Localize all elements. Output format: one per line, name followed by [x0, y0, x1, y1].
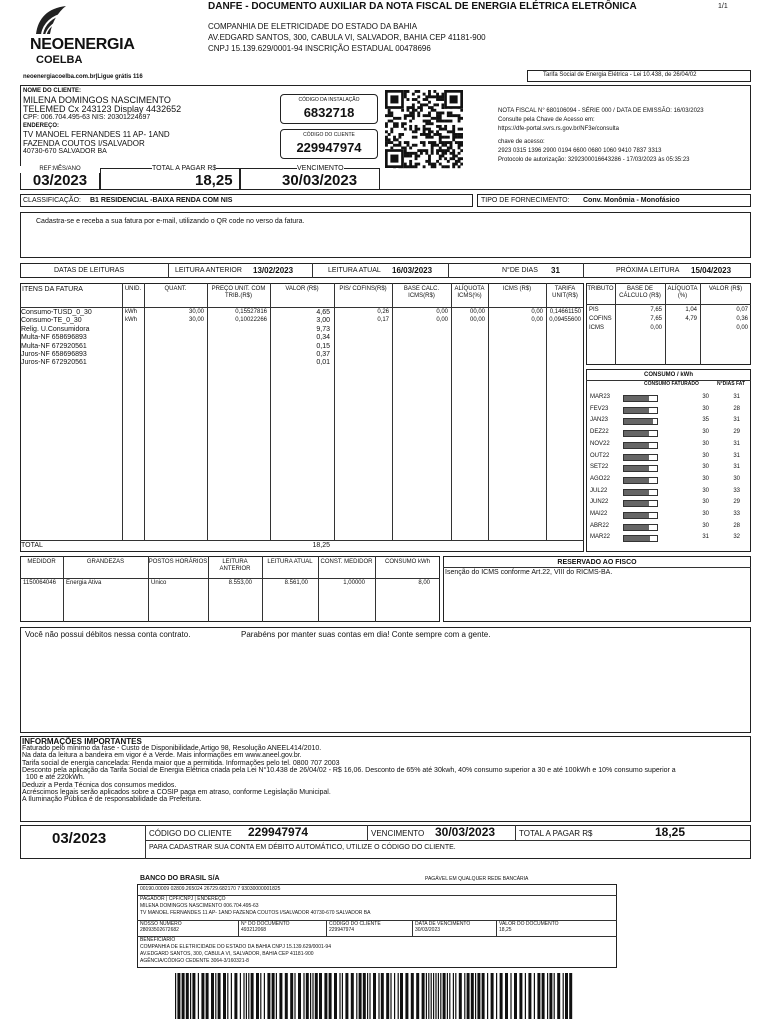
- item-cell: 0,10022266: [235, 317, 267, 324]
- boleto-line: 00190.00009 02809.265024 26729.682170 7 93030000001825: [140, 886, 281, 892]
- items-header-7: ALÍQUOTA ICMS(%): [454, 286, 485, 299]
- doc-value: 493212068: [241, 927, 267, 933]
- supply-value: Conv. Monômia - Monofásico: [583, 197, 680, 204]
- address-line-3: 40730-670 SALVADOR BA: [23, 148, 107, 155]
- total-label: TOTAL A PAGAR R$: [152, 165, 217, 172]
- item-cell: 0,34: [316, 334, 330, 342]
- consumption-days: 28: [733, 522, 740, 529]
- consumption-row: [590, 451, 748, 462]
- consumption-bar: [623, 454, 658, 461]
- payer-1: MILENA DOMINGOS NASCIMENTO 006.704.495-63: [140, 903, 259, 909]
- page-title: DANFE - DOCUMENTO AUXILIAR DA NOTA FISCAL DE ENERGIA ELÉTRICA ELETRÔNICA: [208, 1, 637, 12]
- item-cell: 0,15527816: [235, 309, 267, 315]
- consumption-row: [590, 509, 748, 520]
- consumption-row: [590, 474, 748, 485]
- consumption-col2: N°DIAS FAT: [717, 381, 746, 387]
- bank-name: BANCO DO BRASIL S/A: [140, 875, 220, 882]
- tax-cell: 0,36: [736, 316, 748, 322]
- consumption-month: MAR23: [590, 394, 611, 400]
- consumption-bar-fill: [624, 478, 649, 483]
- consumption-value: 30: [702, 405, 709, 412]
- nf-key-label: chave de acesso:: [498, 139, 545, 145]
- curr-reading: 16/03/2023: [392, 266, 433, 275]
- fisco-text: Isenção do ICMS conforme Art.22, VIII do RICMS-BA.: [445, 569, 613, 576]
- tax-cell: 7,65: [650, 316, 662, 322]
- site-link: neoenergiacoelba.com.br|Ligue grátis 116: [23, 74, 143, 80]
- nosso-value: 28093502672682: [140, 927, 179, 933]
- item-cell: 3,00: [316, 317, 330, 325]
- info-line: Desconto pela aplicação da Tarifa Social de Energia Elétrica criada pela Lei N°10.438 de 26/04/02 - R$ 16,06. Desconto de 65% até 30kwh, 40% consumo superior a 30 e até 100kWh e 10% consumo superior a: [22, 766, 676, 774]
- consumption-bar-fill: [624, 419, 653, 424]
- tax-cell: 1,04: [685, 307, 697, 313]
- item-cell: Multa-NF 672920561: [21, 342, 87, 350]
- consumption-value: 30: [702, 475, 709, 482]
- items-header-9: TARIFA UNIT(R$): [552, 286, 578, 299]
- client-code-label: CÓDIGO DO CLIENTE: [303, 132, 355, 138]
- stub-due-label: VENCIMENTO: [371, 829, 425, 838]
- supply-label: TIPO DE FORNECIMENTO:: [481, 197, 570, 204]
- client-code: 229947974: [296, 140, 362, 155]
- tax-header-0: TRIBUTO: [587, 286, 614, 292]
- consumption-days: 33: [733, 487, 740, 494]
- item-cell: 0,17: [377, 317, 389, 324]
- consumption-days: 29: [733, 429, 740, 436]
- consumption-bar-fill: [624, 525, 649, 530]
- bank-pay-note: PAGÁVEL EM QUALQUER REDE BANCÁRIA: [425, 876, 529, 882]
- consumption-month: MAI22: [590, 511, 608, 517]
- address-line-2: FAZENDA COUTOS I/SALVADOR: [23, 139, 145, 148]
- consumption-days: 31: [733, 394, 740, 400]
- item-cell: Consumo-TE_0_30: [21, 317, 82, 325]
- consumption-bar-fill: [624, 513, 649, 518]
- ref-label: REF:MÊS/ANO: [20, 166, 100, 173]
- stub-client-label: CÓDIGO DO CLIENTE: [149, 829, 232, 838]
- item-cell: 00,00: [469, 309, 485, 315]
- days-label: N°DE DIAS: [502, 267, 538, 274]
- consumption-days: 31: [733, 464, 740, 471]
- consumption-bar: [623, 430, 658, 437]
- consumption-bar: [623, 465, 658, 472]
- nf-consult: Consulte pela Chave de Acesso em:: [498, 117, 595, 123]
- payer-2: TV MANOEL FERNANDES 11 AP- 1AND FAZENDA COUTOS I/SALVADOR 40730-670 SALVADOR BA: [140, 910, 371, 916]
- consumption-days: 28: [733, 405, 740, 412]
- installation-code: 6832718: [303, 105, 355, 120]
- customer-phone: TELEMED Cx 243123 Display 4432652: [23, 104, 182, 114]
- item-cell: 0,01: [316, 359, 330, 367]
- tax-cell: 7,65: [650, 307, 662, 313]
- tariff-note: Tarifa Social de Energia Elétrica - Lei 10.438, de 26/04/02: [543, 72, 697, 78]
- ref-value: 03/2023: [32, 172, 88, 189]
- info-title: INFORMAÇÕES IMPORTANTES: [22, 737, 142, 746]
- consumption-value: 35: [702, 417, 709, 424]
- nf-number: NOTA FISCAL N° 680106094 - SÉRIE 000 / DATA DE EMISSÃO: 16/03/2023: [498, 108, 704, 114]
- classification-box: [20, 194, 473, 207]
- item-cell: 0,15: [316, 342, 330, 350]
- item-cell: 0,00: [531, 317, 543, 324]
- consumption-days: 33: [733, 511, 740, 517]
- item-cell: Relig. U.Consumidora: [21, 325, 90, 333]
- message-2: Parabéns por manter suas contas em dia! Conte sempre com a gente.: [241, 630, 491, 639]
- consumption-row: [590, 392, 748, 403]
- benef-3: AGÊNCIA/CÓDIGO CEDENTE 3064-3/160321-8: [140, 958, 249, 964]
- info-line: 100 e até 220kWh.: [22, 774, 85, 782]
- classification-label: CLASSIFICAÇÃO:: [23, 197, 81, 204]
- consumption-value: 30: [702, 452, 709, 459]
- item-cell: 0,26: [377, 309, 389, 315]
- consumption-bar: [623, 442, 658, 449]
- items-header-1: UNID.: [124, 286, 142, 292]
- consumption-value: 31: [702, 534, 709, 541]
- tax-cell: 0,00: [736, 325, 748, 331]
- boleto-client-value: 229947974: [329, 927, 355, 933]
- customer-label: NOME DO CLIENTE:: [23, 88, 81, 94]
- items-header-3: PREÇO UNIT. COM TRIB.(R$): [211, 286, 266, 299]
- address-label: ENDEREÇO:: [23, 123, 60, 129]
- classification-value: B1 RESIDENCIAL -BAIXA RENDA COM NIS: [90, 197, 233, 204]
- consumption-month: DEZ22: [590, 429, 609, 436]
- consumption-value: 30: [702, 522, 709, 529]
- barcode: [175, 973, 575, 1019]
- consumption-bar-fill: [624, 455, 649, 460]
- info-line: Tarifa social de energia cancelada: Renda maior que a permitida. Informações pelo tel. 0800 707 2003: [22, 759, 340, 767]
- boleto-due-value: 30/03/2023: [415, 927, 441, 933]
- info-line: Faturado pelo mínimo da fase - Custo de Disponibilidade,Artigo 98, Resolução ANEEL414/2010.: [22, 745, 322, 752]
- next-reading-label: PRÓXIMA LEITURA: [616, 267, 680, 274]
- tax-header-3: VALOR (R$): [708, 286, 743, 292]
- item-cell: 9,73: [316, 325, 330, 333]
- curr-reading-label: LEITURA ATUAL: [328, 267, 381, 274]
- consumption-bar-fill: [624, 443, 649, 448]
- fisco-title: RESERVADO AO FISCO: [557, 559, 637, 566]
- meter-header-5: CONST. MEDIDOR: [320, 559, 373, 565]
- consumption-month: NOV22: [590, 440, 610, 447]
- stub-client: 229947974: [248, 825, 309, 839]
- meter-cell: 1,00000: [343, 580, 365, 586]
- stub-due: 30/03/2023: [435, 825, 496, 839]
- company-name: COMPANHIA DE ELETRICIDADE DO ESTADO DA BAHIA: [208, 22, 418, 31]
- meter-header-6: CONSUMO kWh: [385, 559, 430, 565]
- meter-header-3: LEITURA ANTERIOR: [219, 559, 251, 572]
- consumption-bar-fill: [624, 466, 649, 471]
- consumption-days: 32: [733, 534, 740, 541]
- consumption-row: [590, 427, 748, 438]
- brand-name: NEOENERGIA: [30, 36, 135, 53]
- items-header-0: ITENS DA FATURA: [22, 286, 83, 293]
- page-number: 1/1: [718, 3, 728, 10]
- installation-code-label: CÓDIGO DA INSTALAÇÃO: [298, 97, 360, 103]
- meter-cell: 1150064046: [23, 580, 56, 586]
- consumption-row: [590, 404, 748, 415]
- stub-total-label: TOTAL A PAGAR R$: [519, 829, 593, 838]
- item-cell: 0,37: [316, 351, 330, 358]
- readings-label: DATAS DE LEITURAS: [54, 267, 125, 274]
- benef-1: COMPANHIA DE ELETRICIDADE DO ESTADO DA BAHIA CNPJ 15.139.629/0001-94: [140, 944, 331, 950]
- items-header-4: VALOR (R$): [285, 286, 319, 292]
- customer-name: MILENA DOMINGOS NASCIMENTO: [23, 95, 171, 105]
- stub-ref: 03/2023: [52, 830, 107, 847]
- consumption-value: 30: [702, 394, 709, 400]
- consumption-days: 31: [733, 417, 740, 424]
- boleto-value-label: VALOR DO DOCUMENTO: [499, 921, 559, 927]
- brand-sub: COELBA: [36, 54, 83, 66]
- consumption-days: 31: [733, 452, 740, 459]
- consumption-bar: [623, 500, 658, 507]
- consumption-value: 30: [702, 440, 709, 447]
- consumption-bar: [623, 418, 658, 425]
- stub-total: 18,25: [655, 825, 686, 839]
- items-total: 18,25: [312, 542, 330, 549]
- customer-cpf: CPF: 006.704.495-63 NIS: 20301224697: [23, 114, 151, 121]
- leaf-logo-icon: [32, 4, 70, 36]
- consumption-bar-fill: [624, 431, 649, 436]
- consumption-row: [590, 415, 748, 426]
- message-1: Você não possui débitos nessa conta contrato.: [25, 630, 191, 639]
- tax-cell: PIS: [589, 307, 599, 313]
- consumption-row: [590, 532, 748, 543]
- consumption-days: 31: [733, 440, 740, 447]
- payer-label: PAGADOR | CPF/CNPJ | ENDEREÇO: [140, 896, 226, 902]
- info-line: Acréscimos legais serão aplicados sobre a COSIP paga em atraso, conforme Legislação Municipal.: [22, 788, 331, 796]
- items-total-label: TOTAL: [21, 542, 43, 549]
- consumption-value: 30: [702, 487, 709, 494]
- tax-cell: COFINS: [589, 316, 612, 322]
- consumption-title: CONSUMO / kWh: [644, 372, 693, 378]
- messages-box: [20, 627, 751, 733]
- consumption-month: SET22: [590, 464, 609, 471]
- item-cell: Consumo-TUSD_0_30: [21, 309, 92, 316]
- item-cell: kWh: [125, 317, 137, 324]
- boleto-value: 18,25: [499, 927, 512, 933]
- total-value: 18,25: [195, 172, 233, 189]
- consumption-row: [590, 486, 748, 497]
- benef-label: BENEFICIÁRIO: [140, 937, 176, 943]
- nf-protocol: Protocolo de autorização: 3292300016643286 - 17/03/2023 às 05:35:23: [498, 157, 690, 163]
- item-cell: Multa-NF 658696893: [21, 334, 87, 342]
- consumption-month: JAN23: [590, 417, 609, 424]
- items-header-5: PIS/ COFINS(R$): [339, 286, 387, 292]
- consumption-bar: [623, 477, 658, 484]
- consumption-bar: [623, 407, 658, 414]
- due-value: 30/03/2023: [282, 172, 358, 189]
- items-header-6: BASE CALC. ICMS(R$): [403, 286, 440, 299]
- benef-2: AV.EDGARD SANTOS, 300, CABULA VI, SALVADOR, BAHIA CEP 41181-900: [140, 951, 314, 957]
- consumption-value: 30: [702, 429, 709, 436]
- consumption-days: 29: [733, 499, 740, 506]
- neoenergia-logo: [30, 4, 140, 66]
- notice-text: Cadastra-se e receba a sua fatura por e-mail, utilizando o QR code no verso da fatura.: [36, 218, 305, 225]
- items-header-8: ICMS (R$): [502, 286, 532, 292]
- info-line: A Iluminação Pública é de responsabilidade da Prefeitura.: [22, 796, 202, 804]
- consumption-bar: [623, 512, 658, 519]
- days-value: 31: [551, 266, 560, 275]
- consumption-month: ABR22: [590, 522, 610, 529]
- consumption-bar-fill: [624, 536, 650, 541]
- consumption-bar-fill: [624, 501, 649, 506]
- consumption-value: 30: [702, 464, 709, 471]
- consumption-value: 30: [702, 511, 709, 517]
- info-line: Na data da leitura a bandeira em vigor é a Verde. Mais informações em www.aneel.gov.br.: [22, 752, 302, 760]
- meter-header-4: LEITURA ATUAL: [267, 559, 313, 565]
- meter-cell: 8.561,00: [284, 580, 308, 586]
- consumption-bar: [623, 535, 658, 542]
- boleto-client-label: CÓDIGO DO CLIENTE: [329, 921, 381, 927]
- consumption-row: [590, 497, 748, 508]
- item-cell: Juros-NF 672920561: [21, 359, 87, 367]
- consumption-month: MAR22: [590, 534, 611, 541]
- consumption-month: AGO22: [590, 475, 611, 482]
- meter-cell: 8.553,00: [228, 580, 252, 586]
- address-line-1: TV MANOEL FERNANDES 11 AP- 1AND: [23, 130, 170, 139]
- consumption-month: JUN22: [590, 499, 609, 506]
- consumption-bar: [623, 395, 658, 402]
- item-cell: kWh: [125, 309, 137, 315]
- tax-cell: 0,00: [650, 325, 662, 331]
- nosso-label: NOSSO NÚMERO: [140, 921, 182, 927]
- consumption-bar-fill: [624, 408, 649, 413]
- tax-header-1: BASE DE CÁLCULO (R$): [619, 286, 661, 299]
- consumption-row: [590, 521, 748, 532]
- item-cell: 0,00: [436, 317, 448, 324]
- qr-code: [385, 90, 463, 188]
- stub-debit-note: PARA CADASTRAR SUA CONTA EM DÉBITO AUTOMÁTICO, UTILIZE O CÓDIGO DO CLIENTE.: [149, 844, 456, 851]
- meter-cell: Energia Ativa: [66, 580, 102, 586]
- consumption-bar: [623, 489, 658, 496]
- item-cell: 4,65: [316, 309, 330, 316]
- consumption-row: [590, 462, 748, 473]
- boleto-due-label: DATA DE VENCIMENTO: [415, 921, 471, 927]
- nf-key: 2923 0315 1396 2900 0194 6600 0680 1060 9410 7837 3313: [498, 148, 662, 154]
- info-line: Deduzir a Perda Técnica dos consumos medidos.: [22, 781, 177, 789]
- item-cell: Juros-NF 658696893: [21, 351, 87, 358]
- consumption-month: OUT22: [590, 452, 610, 459]
- meter-header-1: GRANDEZAS: [86, 559, 125, 565]
- consumption-bar-fill: [624, 396, 649, 401]
- item-cell: 0,14661150: [549, 309, 581, 315]
- consumption-col1: CONSUMO FATURADO: [644, 381, 699, 387]
- consumption-row: [590, 439, 748, 450]
- nf-url: https://dfe-portal.svrs.rs.gov.br/NF3e/consulta: [498, 126, 619, 132]
- consumption-bar-fill: [624, 490, 649, 495]
- meter-cell: 8,00: [418, 580, 430, 586]
- meter-header-2: POSTOS HORÁRIOS: [148, 559, 208, 565]
- meter-header-0: MEDIDOR: [27, 559, 56, 565]
- tax-cell: ICMS: [589, 325, 604, 331]
- consumption-month: FEV23: [590, 405, 609, 412]
- item-cell: 00,00: [469, 317, 485, 324]
- company-address: AV.EDGARD SANTOS, 300, CABULA VI, SALVADOR, BAHIA CEP 41181-900: [208, 33, 486, 42]
- consumption-days: 30: [733, 475, 740, 482]
- doc-label: N° DO DOCUMENTO: [241, 921, 290, 927]
- consumption-month: JUL22: [590, 487, 608, 494]
- prev-reading-label: LEITURA ANTERIOR: [175, 267, 242, 274]
- due-label: VENCIMENTO: [297, 165, 344, 172]
- item-cell: 30,00: [188, 309, 204, 315]
- company-cnpj: CNPJ 15.139.629/0001-94 INSCRIÇÃO ESTADUAL 00478696: [208, 44, 431, 53]
- tax-cell: 4,79: [685, 316, 697, 322]
- consumption-value: 30: [702, 499, 709, 506]
- item-cell: 30,00: [188, 317, 204, 324]
- consumption-bar: [623, 524, 658, 531]
- item-cell: 0,00: [436, 309, 448, 315]
- tax-cell: 0,07: [736, 307, 748, 313]
- meter-cell: Único: [151, 580, 167, 586]
- prev-reading: 13/02/2023: [253, 266, 294, 275]
- tax-header-2: ALÍQUOTA (%): [667, 286, 698, 299]
- items-header-2: QUANT.: [164, 286, 187, 292]
- next-reading: 15/04/2023: [691, 266, 732, 275]
- item-cell: 0,00: [531, 309, 543, 315]
- item-cell: 0,09455600: [549, 317, 581, 324]
